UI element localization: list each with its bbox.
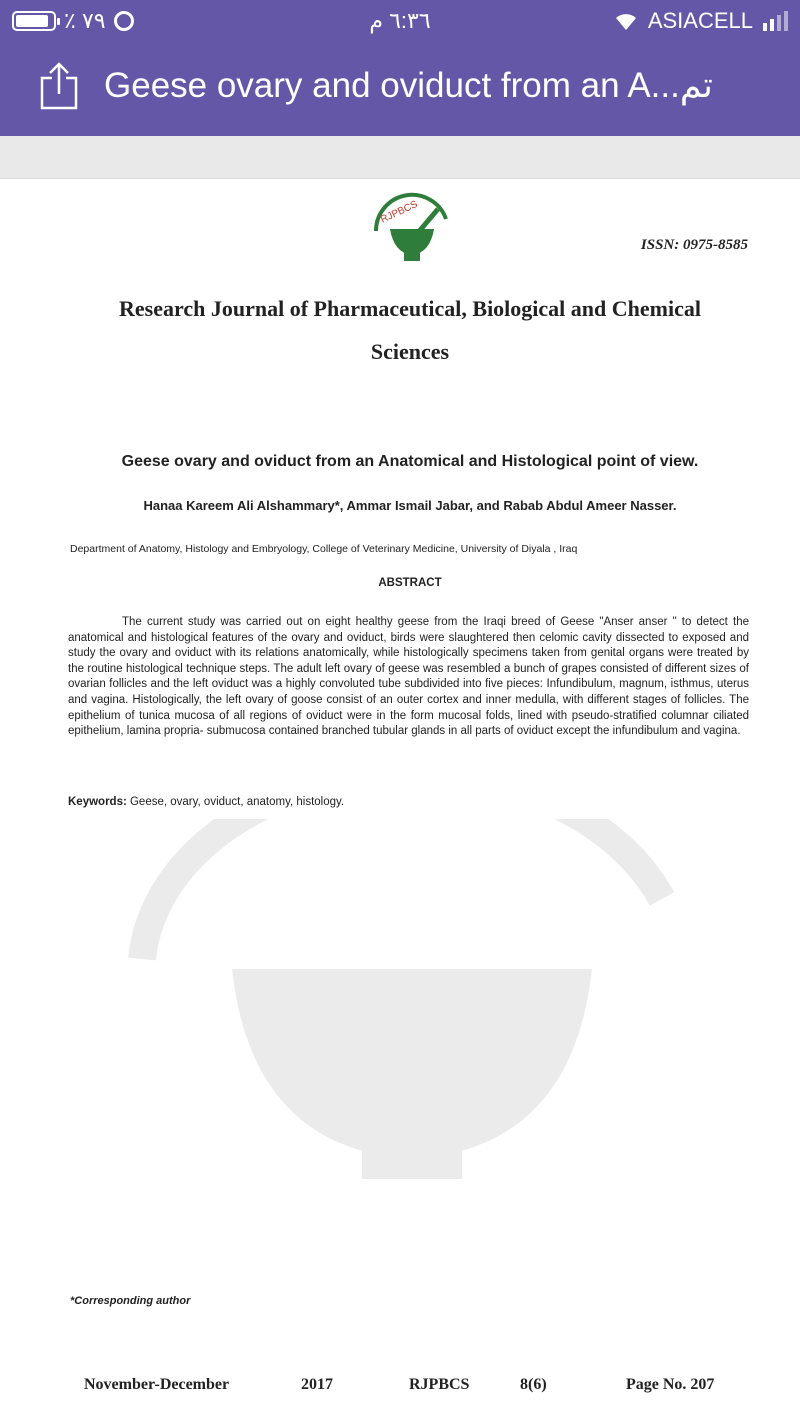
issn: ISSN: 0975-8585 <box>640 237 748 253</box>
status-bar <box>0 0 800 44</box>
footer-year: 2017 <box>301 1376 333 1393</box>
journal-name-line2: Sciences <box>370 339 450 364</box>
nav-title: Geese ovary and oviduct from an A...تم <box>104 66 713 105</box>
page-footer <box>84 1376 744 1400</box>
journal-logo-icon <box>368 189 454 267</box>
footer-page: Page No. 207 <box>626 1376 715 1393</box>
logo-text: RJPBCS <box>379 198 420 226</box>
paper-title: Geese ovary and oviduct from an Anatomical and Histological point of view. <box>121 453 699 470</box>
keywords-label: Keywords: <box>68 796 127 808</box>
share-icon[interactable] <box>38 60 80 112</box>
keywords <box>68 796 749 808</box>
mortar-watermark-icon <box>122 819 682 1179</box>
signal-icon <box>763 11 788 31</box>
authors: Hanaa Kareem Ali Alshammary*, Ammar Ismail Jabar, and Rabab Abdul Ameer Nasser. <box>143 498 677 513</box>
status-time: ٦:٣٦ م <box>369 8 431 33</box>
toolbar-strip <box>0 136 800 179</box>
footer-issue: 8(6) <box>520 1376 547 1393</box>
nav-bar <box>0 44 800 136</box>
keywords-text: Geese, ovary, oviduct, anatomy, histology. <box>126 796 345 808</box>
status-right <box>614 8 788 34</box>
abstract-heading: ABSTRACT <box>378 577 442 589</box>
pdf-page[interactable] <box>0 179 800 1424</box>
abstract-text: The current study was carried out on eight healthy geese from the Iraqi breed of Geese "Anser anser " to detect the anatomical and histological features of the ovary and oviduct, birds were slaughtered then celomic cavity dissected to exposed and study the ovary and oviduct with its relations anatomically, while histologically specimens taken from genital organs were treated by the routine histological technique steps. The adult left ovary of geese was resembled a bunch of grapes consisted of different sizes of ovarian follicles and the left oviduct was a highly convoluted tube subdivided into five pieces: Infundibulum, magnum, isthmus, uterus and vagina. Histologically, the left ovary of goose consist of an outer cortex and inner medulla, with different stages of follicles. The epithelium of tunica mucosa of all regions of oviduct were in the form mucosal folds, lined with pseudo-stratified columnar ciliated epithelium, lamina propria- submucosa contained branched tubular glands in all parts of oviduct except the infundibulum and vagina. <box>68 616 749 738</box>
footer-date: November-December <box>84 1376 230 1393</box>
journal-name-line1: Research Journal of Pharmaceutical, Biological and Chemical <box>119 296 701 321</box>
battery-percent: ٪ ٧٩ <box>64 8 106 33</box>
wifi-icon <box>614 11 638 31</box>
department: Department of Anatomy, Histology and Embryology, College of Veterinary Medicine, University of Diyala , Iraq <box>70 543 578 555</box>
footer-journal: RJPBCS <box>409 1376 470 1393</box>
journal-name <box>40 287 780 373</box>
carrier-name: ASIACELL <box>647 8 753 33</box>
corresponding-author: *Corresponding author <box>70 1295 191 1307</box>
top-bar <box>0 0 800 136</box>
abstract-body <box>68 615 749 740</box>
